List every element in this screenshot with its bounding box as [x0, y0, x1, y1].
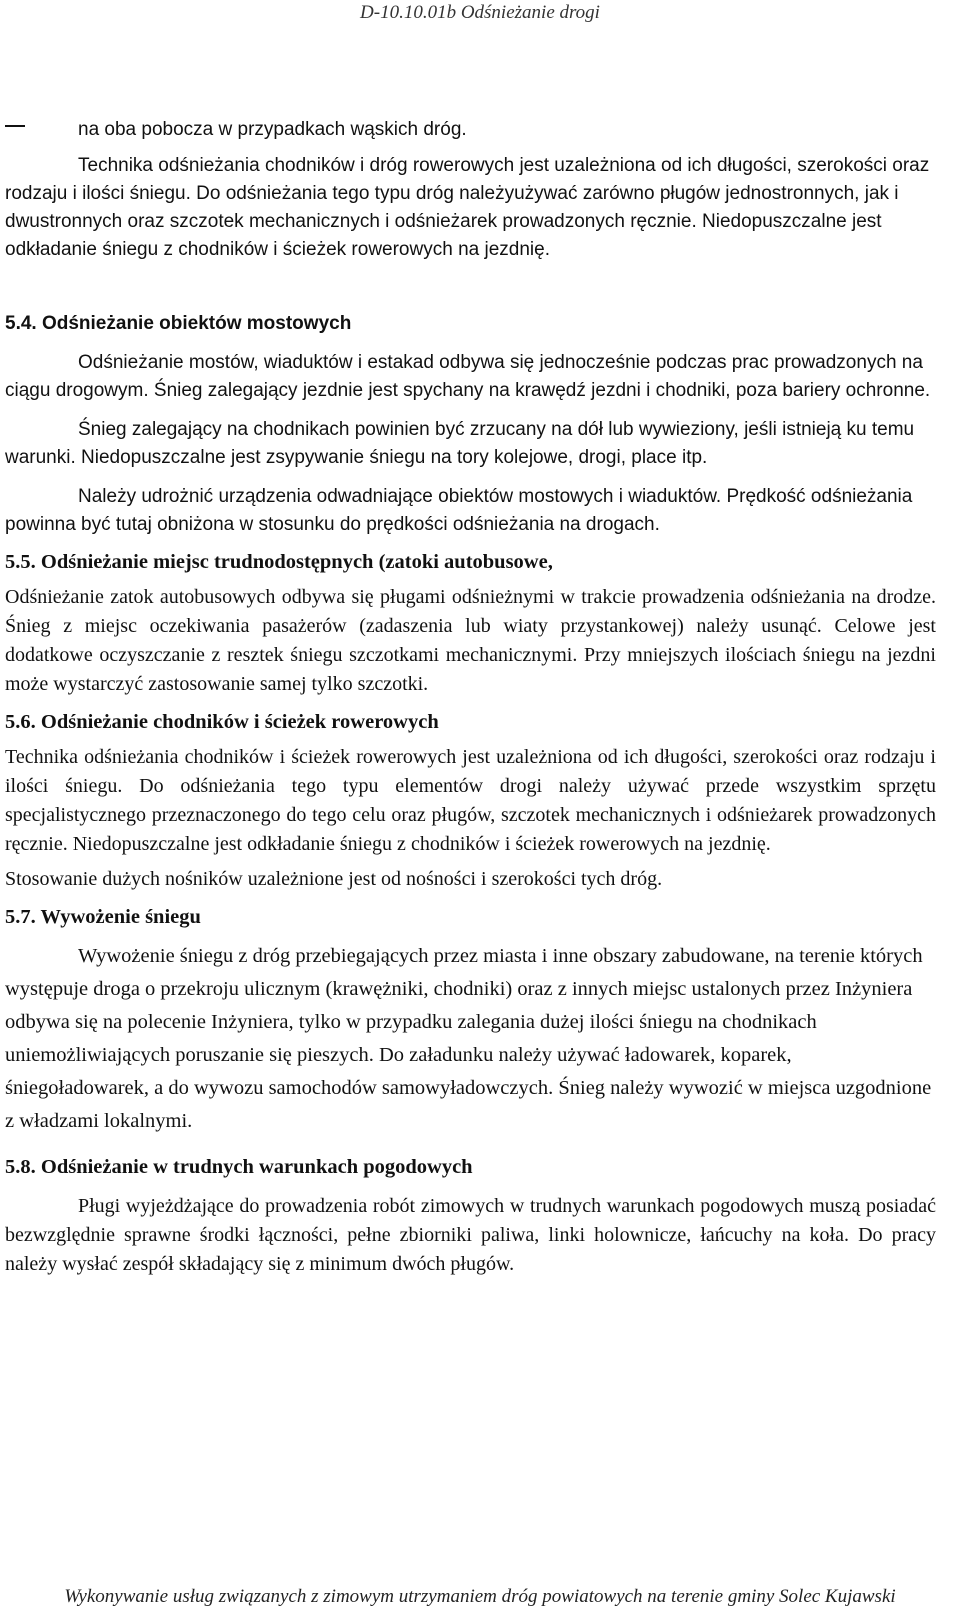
section-5-5-paragraph-1: Odśnieżanie zatok autobusowych odbywa się pługami odśnieżnymi w trakcie prowadzenia odśnieżania na drodze. Śnieg z miejsc oczekiwania pasażerów (zadaszenia lub wiaty przystankowej) należy usunąć. Celowe jest dodatkowe oczyszczanie z resztek śniegu szczotkami mechanicznymi. Przy mniejszych ilościach śniegu na jezdni może wystarczyć zastosowanie samej tylko szczotki.	[5, 586, 936, 695]
section-heading-5-8: 5.8. Odśnieżanie w trudnych warunkach pogodowych	[5, 1156, 473, 1178]
section-5-6-paragraph-2: Stosowanie dużych nośników uzależnione jest od nośności i szerokości tych dróg.	[5, 868, 663, 890]
page-header: D-10.10.01b Odśnieżanie drogi	[360, 2, 600, 23]
document-body	[5, 116, 936, 1279]
section-heading-5-6: 5.6. Odśnieżanie chodników i ścieżek rowerowych	[5, 711, 439, 733]
dash-bullet-icon	[5, 116, 78, 144]
bullet-text: na oba pobocza w przypadkach wąskich dróg.	[78, 119, 467, 140]
section-heading-5-4: 5.4. Odśnieżanie obiektów mostowych	[5, 313, 352, 334]
section-heading-5-7: 5.7. Wywożenie śniegu	[5, 906, 201, 928]
bullet-item	[5, 116, 936, 144]
section-5-4-paragraph-3: Należy udrożnić urządzenia odwadniające obiektów mostowych i wiaduktów. Prędkość odśnieżania powinna być tutaj obniżona w stosunku do prędkości odśnieżania na drogach.	[5, 486, 913, 535]
section-5-8-paragraph-1: Pługi wyjeżdżające do prowadzenia robót zimowych w trudnych warunkach pogodowych muszą posiadać bezwzględnie sprawne środki łączności, pełne zbiorniki paliwa, linki holownicze, łańcuchy na koła. Do pracy należy wysłać zespół składający się z minimum dwóch pługów.	[5, 1195, 936, 1275]
section-5-6-paragraph-1: Technika odśnieżania chodników i ścieżek rowerowych jest uzależniona od ich długości, szerokości oraz rodzaju i ilości śniegu. Do odśnieżania tego typu elementów drogi należy używać przede wszystkim sprzętu specjalistycznego przeznaczonego do tego celu oraz pługów, szczotek mechanicznych i odśnieżarek prowadzonych ręcznie. Niedopuszczalne jest odkładanie śniegu z chodników i ścieżek rowerowych na jezdnię.	[5, 746, 936, 855]
section-5-4-paragraph-2: Śnieg zalegający na chodnikach powinien być zrzucany na dół lub wywieziony, jeśli istnieją ku temu warunki. Niedopuszczalne jest zsypywanie śniegu na tory kolejowe, drogi, place itp.	[5, 419, 915, 468]
page-footer: Wykonywanie usług związanych z zimowym utrzymaniem dróg powiatowych na terenie gminy Solec Kujawski	[64, 1586, 896, 1607]
section-5-4-paragraph-1: Odśnieżanie mostów, wiaduktów i estakad odbywa się jednocześnie podczas prac prowadzonych na ciągu drogowym. Śnieg zalegający jezdnie jest spychany na krawędź jezdni i chodniki, poza bariery ochronne.	[5, 352, 931, 401]
section-5-7-paragraph-1: Wywożenie śniegu z dróg przebiegających przez miasta i inne obszary zabudowane, na terenie których występuje droga o przekroju ulicznym (krawężniki, chodniki) oraz z innych miejsc ustalonych przez Inżyniera odbywa się na polecenie Inżyniera, tylko w przypadku zalegania dużej ilości śniegu na chodnikach uniemożliwiających poruszanie się pieszych. Do załadunku należy używać ładowarek, koparek, śniegoładowarek, a do wywozu samochodów samowyładowczych. Śnieg należy wywozić w miejsca uzgodnione z władzami lokalnymi.	[5, 945, 932, 1132]
section-heading-5-5: 5.5. Odśnieżanie miejsc trudnodostępnych (zatoki autobusowe,	[5, 551, 553, 573]
intro-paragraph: Technika odśnieżania chodników i dróg rowerowych jest uzależniona od ich długości, szerokości oraz rodzaju i ilości śniegu. Do odśnieżania tego typu dróg należyużywać zarówno pługów jednostronnych, jak i dwustronnych oraz szczotek mechanicznych i odśnieżarek prowadzonych ręcznie. Niedopuszczalne jest odkładanie śniegu z chodników i ścieżek rowerowych na jezdnię.	[5, 155, 930, 260]
